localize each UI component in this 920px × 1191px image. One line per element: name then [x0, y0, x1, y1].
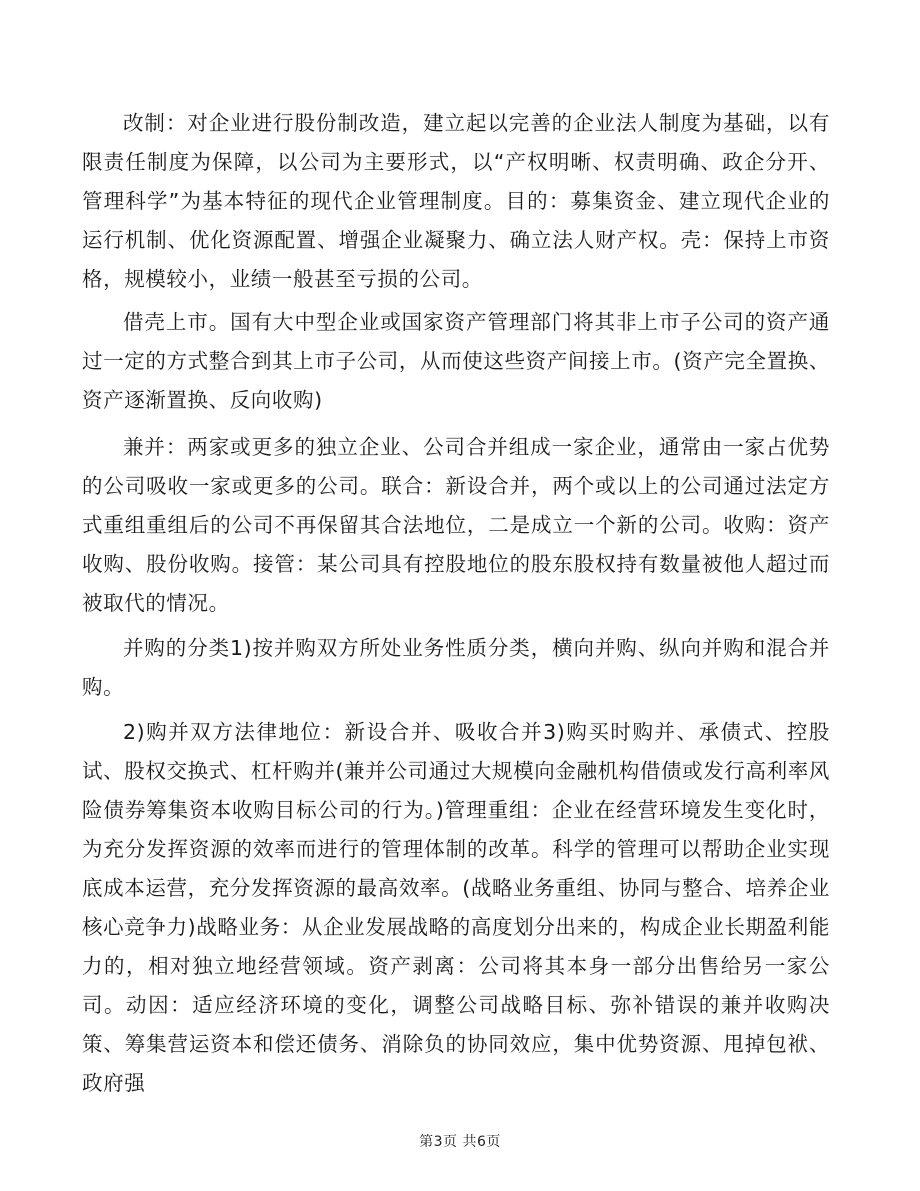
page-number-footer: 第3页 共6页 [419, 1134, 501, 1150]
document-body [82, 104, 830, 1103]
paragraph-jieke-shangshi: 借壳上市。国有大中型企业或国家资产管理部门将其非上市子公司的资产通过一定的方式整合到其上市子公司，从而使这些资产间接上市。(资产完全置换、资产逐渐置换、反向收购) [82, 310, 830, 412]
paragraph-binggou-fenlei: 并购的分类1)按并购双方所处业务性质分类，横向并购、纵向并购和混合并购。 [82, 636, 830, 699]
paragraph-goubing-falv: 2)购并双方法律地位：新设合并、吸收合并3)购买时购并、承债式、控股试、股权交换式、杠杆购并(兼并公司通过大规模向金融机构借债或发行高利率风险债券筹集资本收购目标公司的行为。)管理重组：企业在经营环境发生变化时，为充分发挥资源的效率而进行的管理体制的改革。科学的管理可以帮助企业实现底成本运营，充分发挥资源的最高效率。(战略业务重组、协同与整合、培养企业核心竞争力)战略业务：从企业发展战略的高度划分出来的，构成企业长期盈利能力的，相对独立地经营领域。资产剥离：公司将其本身一部分出售给另一家公司。动因：适应经济环境的变化，调整公司战略目标、弥补错误的兼并收购决策、筹集营运资本和偿还债务、消除负的协同效应，集中优势资源、甩掉包袱、政府强 [82, 720, 830, 1095]
paragraph-jianbing: 兼并：两家或更多的独立企业、公司合并组成一家企业，通常由一家占优势的公司吸收一家或更多的公司。联合：新设合并，两个或以上的公司通过法定方式重组重组后的公司不再保留其合法地位，二是成立一个新的公司。收购：资产收购、股份收购。接管：某公司具有控股地位的股东股权持有数量被他人超过而被取代的情况。 [82, 435, 830, 615]
paragraph-gaizhi: 改制：对企业进行股份制改造，建立起以完善的企业法人制度为基础，以有限责任制度为保障，以公司为主要形式，以“产权明晰、权责明确、政企分开、管理科学”为基本特征的现代企业管理制度。目的：募集资金、建立现代企业的运行机制、优化资源配置、增强企业凝聚力、确立法人财产权。壳：保持上市资格，规模较小，业绩一般甚至亏损的公司。 [82, 111, 830, 291]
